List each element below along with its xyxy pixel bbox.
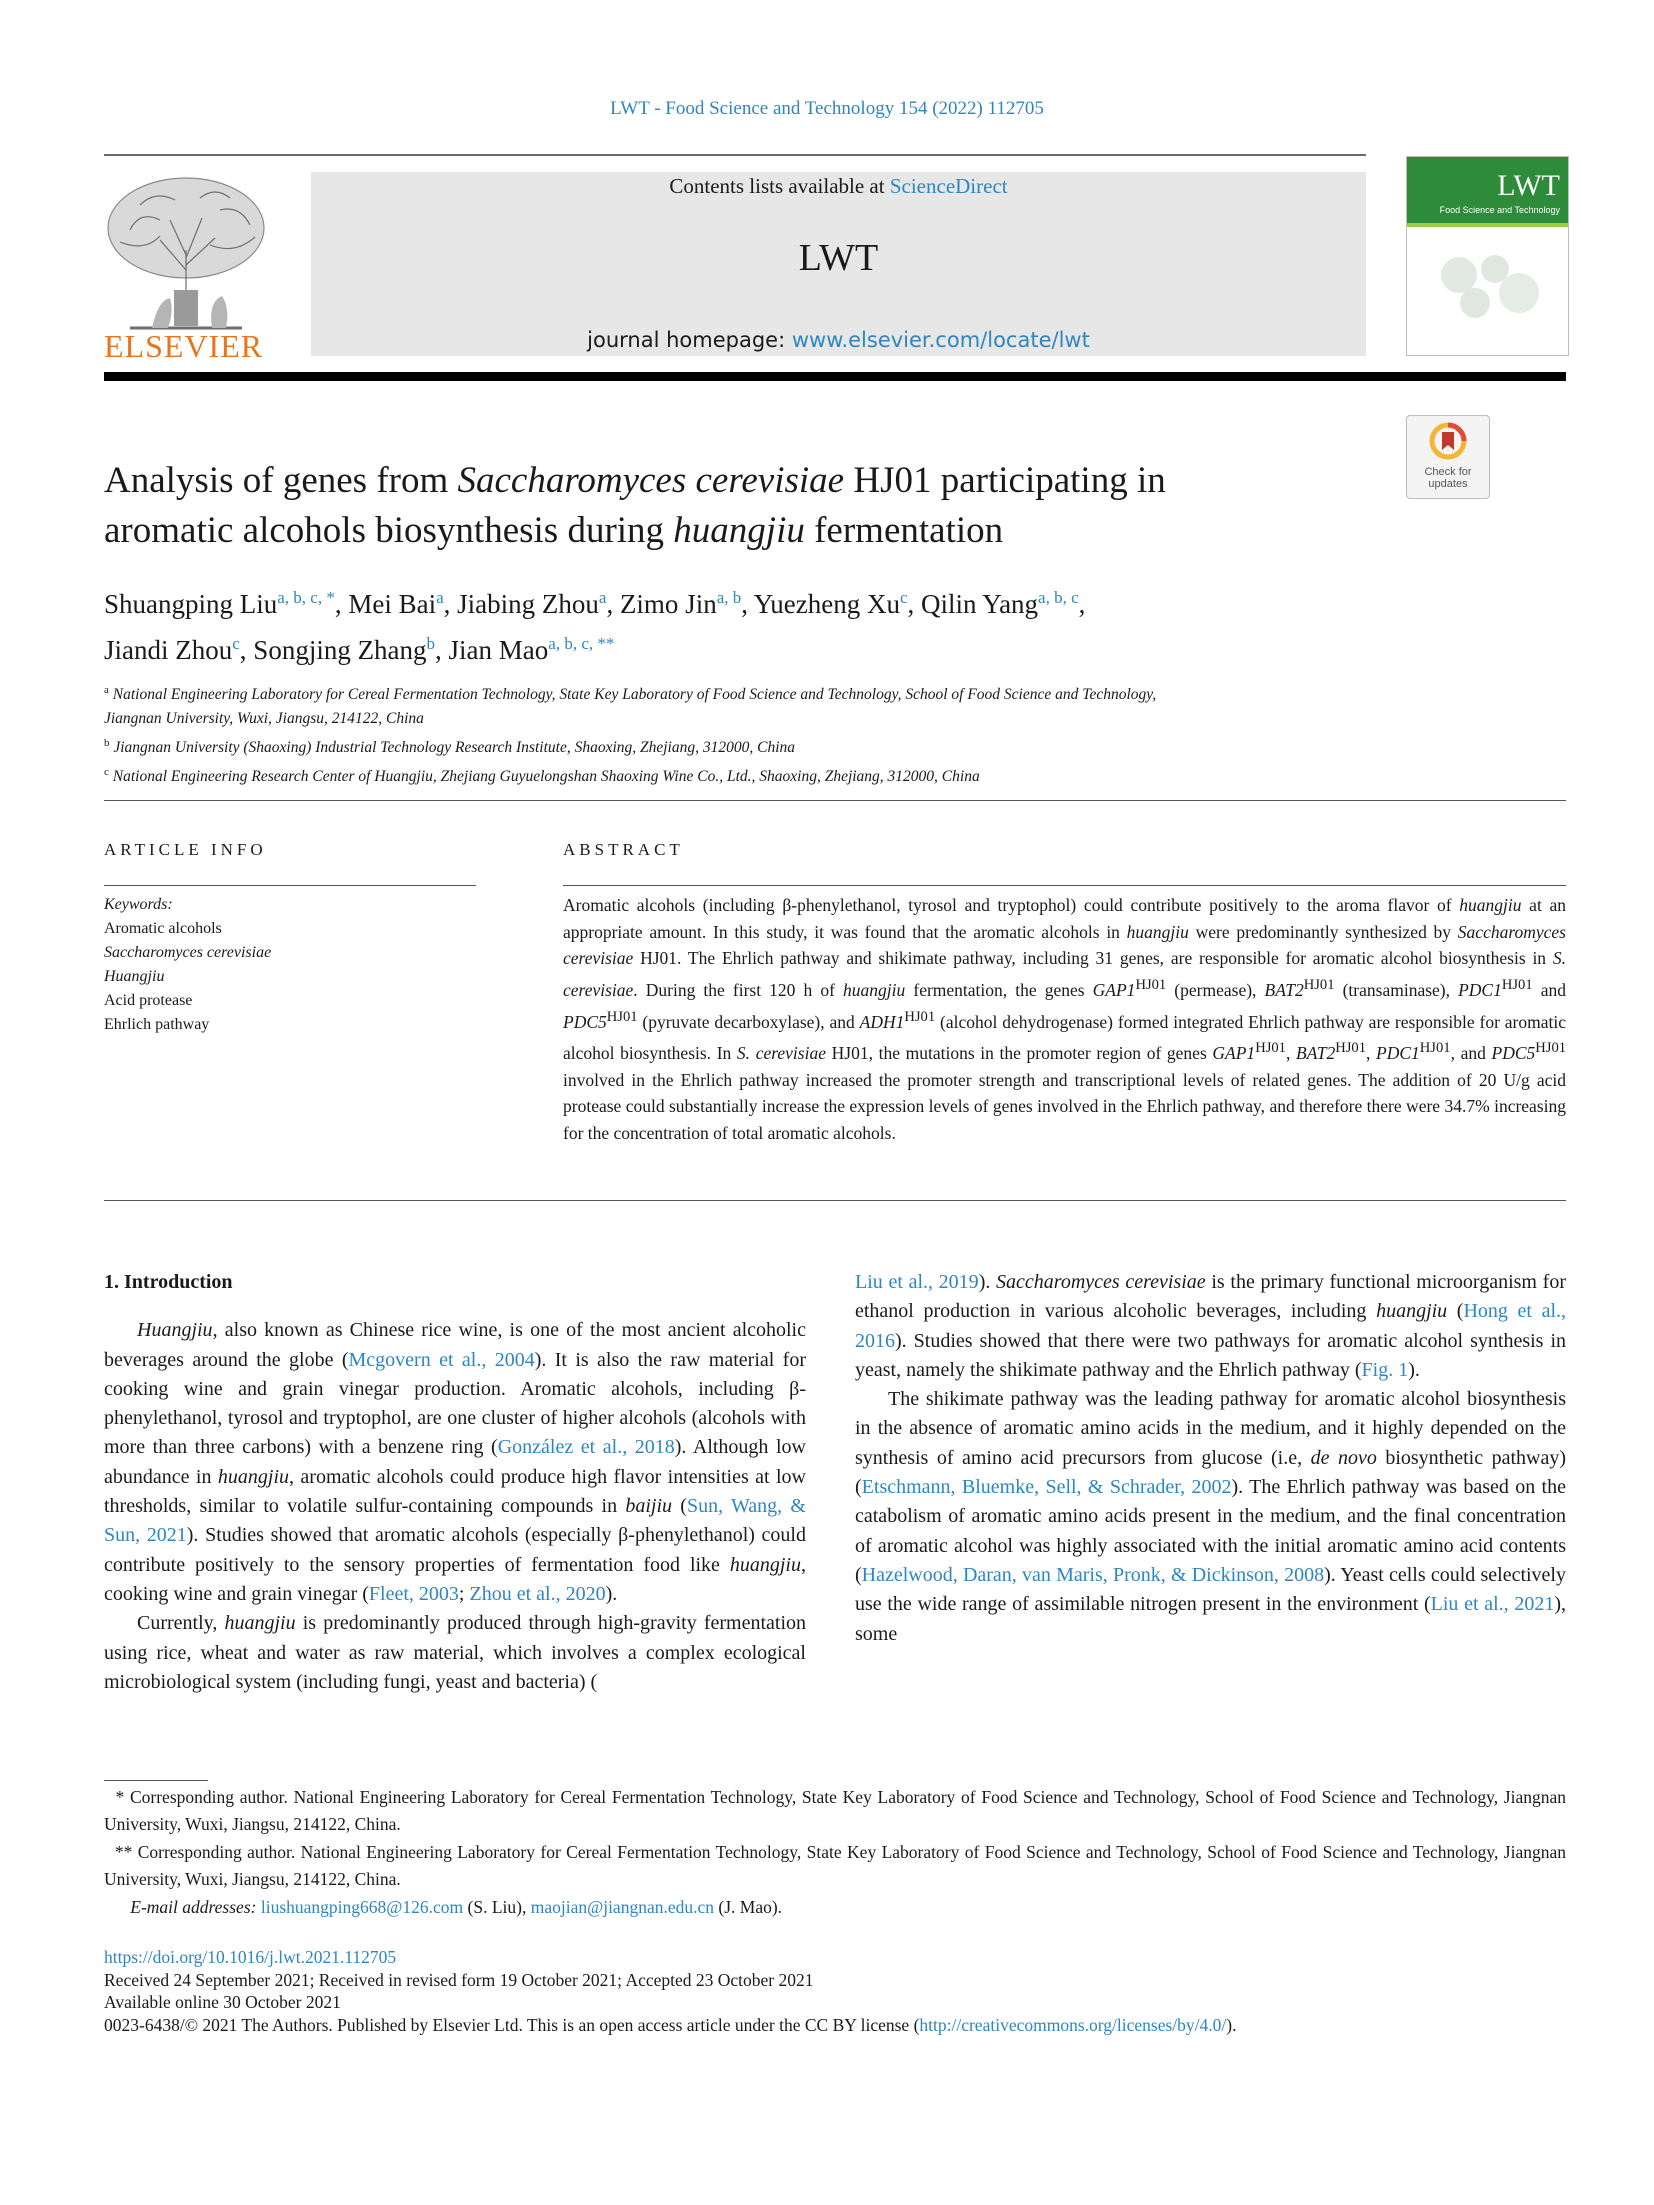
footnote-rule	[104, 1780, 208, 1781]
body-text: ). It is also the raw material for cooking wine and grain vinegar production. Aromatic alcohols, including β-phenylethanol, tyrosol and tryptophol, are one cluster of higher alcohols (alcohols with more than three carbons) with a benzene ring (	[104, 1348, 806, 1459]
abstract-text: HJ01, the mutations in the promoter region of genes	[825, 1043, 1213, 1063]
author-name[interactable]: Jiandi Zhou	[104, 635, 233, 665]
citation-link[interactable]: Hong et al., 2016	[855, 1300, 1567, 1352]
journal-masthead	[311, 172, 1366, 356]
abstract-rule	[563, 885, 1566, 886]
publication-info	[104, 1946, 1574, 2036]
strain-sup: HJ01	[1303, 977, 1335, 994]
homepage-prefix: journal homepage:	[587, 328, 792, 352]
email-link[interactable]: liushuangping668@126.com	[260, 1896, 464, 1917]
author-name[interactable]: Shuangping Liu	[104, 589, 278, 619]
keyword-item: Saccharomyces cerevisiae	[104, 944, 272, 961]
body-paragraph	[104, 1316, 806, 1609]
affiliation-text: Jiangnan University (Shaoxing) Industrial Technology Research Institute, Shaoxing, Zhejiang, 312000, China	[113, 739, 796, 757]
body-text: ), some	[855, 1593, 1566, 1645]
doi-link[interactable]: https://doi.org/10.1016/j.lwt.2021.112705	[104, 1947, 397, 1967]
contents-line	[311, 174, 1366, 199]
gene-name: PDC1	[1458, 979, 1502, 1000]
footnotes	[104, 1784, 1566, 1921]
homepage-line	[311, 328, 1366, 352]
author-affiliation[interactable]: a	[598, 588, 607, 607]
author-name[interactable]: Jian Mao	[448, 635, 549, 665]
strain-sup: HJ01	[1535, 1040, 1567, 1057]
affiliation-divider	[104, 800, 1566, 801]
email-label: E-mail addresses:	[130, 1896, 261, 1917]
cover-subtitle: Food Science and Technology	[1439, 205, 1560, 215]
body-text: The shikimate pathway was the leading pathway for aromatic alcohol biosynthesis in the absence of aromatic amino acids in the medium, and it highly depended on the synthesis of amino acid precursors from glucose (i.e,	[855, 1388, 1566, 1469]
abstract-body	[563, 892, 1566, 1147]
affiliation-text: National Engineering Laboratory for Cereal Fermentation Technology, State Key Laboratory of Food Science and Technology, School of Food Science and Technology,	[112, 686, 1157, 704]
abstract-text: Aromatic alcohols (including β-phenylethanol, tyrosol and tryptophol) could contribute positively to the aroma flavor of	[563, 895, 1460, 915]
body-text: ).	[605, 1582, 618, 1605]
affiliation-tag: c	[104, 766, 109, 779]
citation-link[interactable]: Liu et al., 2019	[855, 1271, 979, 1293]
body-text: ). Although low abundance in	[104, 1436, 806, 1488]
author-name[interactable]: Songjing Zhang	[253, 635, 427, 665]
body-italic: Saccharomyces cerevisiae	[996, 1271, 1206, 1293]
author-affiliation[interactable]: b	[426, 634, 436, 653]
affiliation-item	[104, 731, 1404, 760]
keyword-item: Acid protease	[104, 992, 193, 1009]
affiliation-item	[104, 678, 1404, 707]
journal-cover-thumbnail[interactable]	[1406, 156, 1569, 356]
body-text: ). Studies showed that aromatic alcohols (especially β-phenylethanol) could contribute positively to the sensory properties of fermentation food like	[104, 1524, 806, 1576]
strain-sup: HJ01	[606, 1008, 638, 1025]
abstract-divider	[104, 1200, 1566, 1201]
abstract-italic: huangjiu	[843, 979, 906, 1000]
title-part: fermentation	[804, 510, 1004, 551]
body-text: , aromatic alcohols could produce high flavor intensities at low thresholds, similar to volatile sulfur-containing compounds in	[104, 1465, 806, 1518]
affiliation-item	[104, 760, 1404, 789]
email-owner: (S. Liu),	[463, 1896, 531, 1917]
body-text: ;	[458, 1582, 470, 1605]
body-italic: de novo	[1310, 1446, 1377, 1469]
journal-reference[interactable]: LWT - Food Science and Technology 154 (2022) 112705	[610, 98, 1044, 119]
strain-sup: HJ01	[904, 1008, 936, 1025]
citation-link[interactable]: Liu et al., 2021	[1430, 1593, 1555, 1616]
citation-link[interactable]: Fleet, 2003	[368, 1582, 459, 1605]
title-huangjiu: huangjiu	[673, 510, 805, 551]
affiliation-text: Jiangnan University, Wuxi, Jiangsu, 214122, China	[104, 710, 424, 728]
citation-link[interactable]: Etschmann, Bluemke, Sell, & Schrader, 2002	[861, 1476, 1232, 1499]
strain-sup: HJ01	[1255, 1040, 1286, 1057]
body-text: , cooking wine and grain vinegar (	[104, 1553, 806, 1605]
keyword-item: Ehrlich pathway	[104, 1016, 210, 1033]
keyword-item: Huangjiu	[104, 968, 165, 985]
title-part: aromatic alcohols biosynthesis during	[104, 510, 674, 551]
body-italic: Huangjiu	[137, 1319, 213, 1342]
strain-sup: HJ01	[1135, 977, 1167, 994]
author-name[interactable]: Mei Bai	[348, 589, 437, 619]
abstract-text: . During the first 120 h of	[633, 979, 844, 1000]
title-part: Analysis of genes from	[104, 460, 458, 501]
title-part: HJ01 participating in	[844, 460, 1166, 501]
body-text: is predominantly produced through high-gravity fermentation using rice, wheat and water as raw material, which involves a complex ecological microbiological system (including fungi, yeast and bacteria) (	[104, 1612, 807, 1693]
article-info-heading: ARTICLE INFO	[104, 840, 267, 859]
gene-name: PDC5	[563, 1011, 607, 1032]
abstract-text: (alcohol dehydrogenase) formed integrated Ehrlich pathway are responsible for aromatic alcohol biosynthesis. In	[563, 1011, 1566, 1063]
body-text: ). Studies showed that there were two pathways for aromatic alcohol synthesis in yeast, namely the shikimate pathway and the Ehrlich pathway (	[855, 1329, 1566, 1381]
body-italic: huangjiu	[1376, 1300, 1448, 1323]
figure-link[interactable]: Fig. 1	[1361, 1358, 1409, 1381]
cover-image	[1429, 245, 1547, 325]
body-paragraph-continued	[855, 1268, 1566, 1385]
body-text: is the primary functional microorganism for ethanol production in various alcoholic beverages, including	[855, 1271, 1566, 1323]
footnote-corresponding-1	[104, 1784, 1566, 1839]
footnote-text: Corresponding author. National Engineering Laboratory for Cereal Fermentation Technology, State Key Laboratory of Food Science and Technology, School of Food Science and Technology, Jiangnan University, Wuxi, Jiangsu, 214122, China.	[104, 1841, 1567, 1890]
abstract-text: ,	[1285, 1043, 1296, 1063]
gene-name: GAP1	[1212, 1043, 1256, 1063]
keyword-item: Aromatic alcohols	[104, 920, 222, 937]
abstract-italic: huangjiu	[1459, 895, 1522, 915]
license-line	[104, 2014, 1574, 2037]
title-species: Saccharomyces cerevisiae	[457, 460, 845, 501]
footnote-emails	[104, 1894, 1566, 1921]
body-italic: baijiu	[625, 1495, 673, 1518]
check-updates-label: Check for updates	[1424, 466, 1472, 490]
keywords-block	[104, 893, 476, 1037]
available-online: Available online 30 October 2021	[104, 1992, 341, 2012]
affiliation-list	[104, 678, 1404, 789]
affiliation-text: National Engineering Research Center of Huangjiu, Zhejiang Guyuelongshan Shaoxing Wine Co., Ltd., Shaoxing, Zhejiang, 312000, China	[112, 768, 980, 786]
author-affiliation[interactable]: a	[436, 588, 444, 607]
citation-link[interactable]: González et al., 2018	[497, 1436, 675, 1459]
check-for-updates-button[interactable]	[1406, 415, 1490, 499]
cover-accent-bar	[1407, 223, 1568, 227]
author-affiliation[interactable]: a, b	[716, 588, 742, 607]
abstract-text: ,	[1366, 1043, 1377, 1063]
body-text: ). Yeast cells could selectively use the wide range of assimilable nitrogen present in the environment (	[855, 1563, 1566, 1616]
author-name[interactable]: Jiabing Zhou	[457, 589, 599, 619]
body-column-left	[104, 1268, 806, 1697]
footnote-text: Corresponding author. National Engineering Laboratory for Cereal Fermentation Technology, State Key Laboratory of Food Science and Technology, School of Food Science and Technology, Jiangnan University, Wuxi, Jiangsu, 214122, China.	[104, 1787, 1567, 1835]
body-paragraph	[104, 1609, 806, 1697]
affiliation-tag: a	[104, 684, 109, 696]
gene-name: BAT2	[1264, 979, 1304, 1000]
abstract-text: HJ01. The Ehrlich pathway and shikimate pathway, including 31 genes, are responsible for aromatic alcohol biosynthesis in	[633, 948, 1553, 969]
masthead-bottom-rule	[104, 372, 1566, 381]
body-italic: huangjiu	[217, 1465, 290, 1488]
gene-name: GAP1	[1092, 979, 1136, 1000]
gene-name: BAT2	[1296, 1043, 1336, 1063]
section-heading: 1. Introduction	[104, 1271, 233, 1293]
abstract-heading: ABSTRACT	[563, 840, 684, 859]
author-name[interactable]: Qilin Yang	[921, 589, 1039, 619]
license-text: ).	[1226, 2014, 1237, 2035]
abstract-text: (permease),	[1166, 979, 1265, 1000]
abstract-text: , and	[1450, 1043, 1492, 1063]
body-paragraph	[855, 1385, 1566, 1649]
citation-link[interactable]: Zhou et al., 2020	[469, 1582, 606, 1605]
abstract-text: involved in the Ehrlich pathway increased the promoter strength and transcriptional levels of related genes. The addition of 20 U/g acid protease could substantially increase the expression levels of genes involved in the Ehrlich pathway, and therefore there were 34.7% increasing for the concentration of total aromatic alcohols.	[563, 1069, 1566, 1144]
keywords-label: Keywords:	[104, 896, 173, 913]
gene-name: PDC1	[1376, 1043, 1420, 1063]
license-text: 0023-6438/© 2021 The Authors. Published by Elsevier Ltd. This is an open access article under the CC BY license (	[104, 2014, 920, 2035]
citation-link[interactable]: Mcgovern et al., 2004	[348, 1348, 535, 1371]
abstract-italic: S. cerevisiae	[736, 1043, 826, 1063]
author-affiliation[interactable]: a, b, c, **	[548, 634, 615, 653]
abstract-text: (transaminase),	[1334, 979, 1459, 1000]
gene-name: ADH1	[859, 1011, 905, 1032]
contents-prefix: Contents lists available at	[669, 174, 890, 198]
affiliation-tag: b	[104, 737, 110, 750]
body-text: (	[1447, 1300, 1464, 1323]
body-text: biosynthetic pathway) (	[855, 1446, 1566, 1499]
author-affiliation[interactable]: a, b, c, *	[277, 588, 335, 607]
abstract-text: and	[1532, 979, 1566, 1000]
strain-sup: HJ01	[1501, 977, 1533, 994]
author-name[interactable]: Yuezheng Xu	[753, 589, 900, 619]
cover-title: LWT	[1497, 169, 1560, 202]
homepage-link[interactable]: www.elsevier.com/locate/lwt	[791, 328, 1090, 352]
abstract-italic: huangjiu	[1126, 921, 1189, 942]
email-owner: (J. Mao).	[714, 1896, 783, 1917]
body-column-right	[855, 1268, 1566, 1649]
journal-name: LWT	[798, 237, 879, 279]
sciencedirect-link[interactable]: ScienceDirect	[889, 174, 1008, 198]
author-affiliation[interactable]: a, b, c	[1038, 588, 1079, 607]
strain-sup: HJ01	[1335, 1040, 1366, 1057]
author-affiliation[interactable]: c	[899, 588, 908, 607]
bookmark-ring-icon	[1429, 422, 1467, 460]
abstract-text: at an appropriate amount. In this study, it was found that the aromatic alcohols in	[563, 895, 1566, 942]
body-text: Currently,	[137, 1612, 225, 1635]
body-italic: huangjiu	[729, 1553, 801, 1576]
affiliation-item	[104, 707, 1404, 731]
author-affiliation[interactable]: c	[232, 634, 240, 653]
abstract-italic: Saccharomyces cerevisiae	[563, 921, 1566, 969]
author-list: Shuangping Liu$^{a, b, c, *}$, Mei Bai$^a$, Jiabing Zhou$^a$, Zimo Jin$^{a, b}$, Yuezheng Xu$^c$, Qilin Yang$^{a, b, c}$, Jiandi Zhou$^c$, Songjing Zhang$^b$, Jian Mao$^{a, b, c, **}$	[104, 588, 1086, 665]
footnote-mark: *	[115, 1787, 125, 1807]
citation-link[interactable]: Sun, Wang, & Sun, 2021	[104, 1495, 806, 1547]
body-text: ). The Ehrlich pathway was based on the catabolism of aromatic amino acids present in the medium, and the final concentration of aromatic alcohol was highly associated with the initial aromatic amino acid contents (	[855, 1476, 1566, 1586]
author-name[interactable]: Zimo Jin	[619, 589, 717, 619]
article-title	[104, 456, 1364, 556]
footnote-corresponding-2	[104, 1839, 1566, 1894]
email-link[interactable]: maojian@jiangnan.edu.cn	[530, 1896, 714, 1917]
strain-sup: HJ01	[1419, 1040, 1451, 1057]
gene-name: PDC5	[1491, 1043, 1536, 1063]
license-link[interactable]: http://creativecommons.org/licenses/by/4.0/	[919, 2014, 1227, 2035]
body-text: ).	[978, 1271, 997, 1293]
body-italic: huangjiu	[224, 1612, 296, 1635]
received-dates: Received 24 September 2021; Received in revised form 19 October 2021; Accepted 23 October 2021	[104, 1969, 814, 1990]
abstract-text: (pyruvate decarboxylase), and	[637, 1011, 860, 1032]
citation-link[interactable]: Hazelwood, Daran, van Maris, Pronk, & Dickinson, 2008	[861, 1563, 1325, 1586]
header-divider	[104, 154, 1366, 156]
body-text: (	[672, 1495, 687, 1518]
abstract-text: were predominantly synthesized by	[1188, 921, 1458, 942]
footnote-mark: **	[114, 1841, 133, 1862]
article-info-rule	[104, 885, 476, 886]
abstract-italic: S. cerevisiae	[563, 948, 1566, 1000]
body-text: ).	[1408, 1358, 1420, 1381]
elsevier-wordmark: ELSEVIER	[104, 328, 264, 364]
abstract-text: fermentation, the genes	[905, 979, 1093, 1000]
body-text: , also known as Chinese rice wine, is one of the most ancient alcoholic beverages around the globe (	[104, 1319, 806, 1371]
